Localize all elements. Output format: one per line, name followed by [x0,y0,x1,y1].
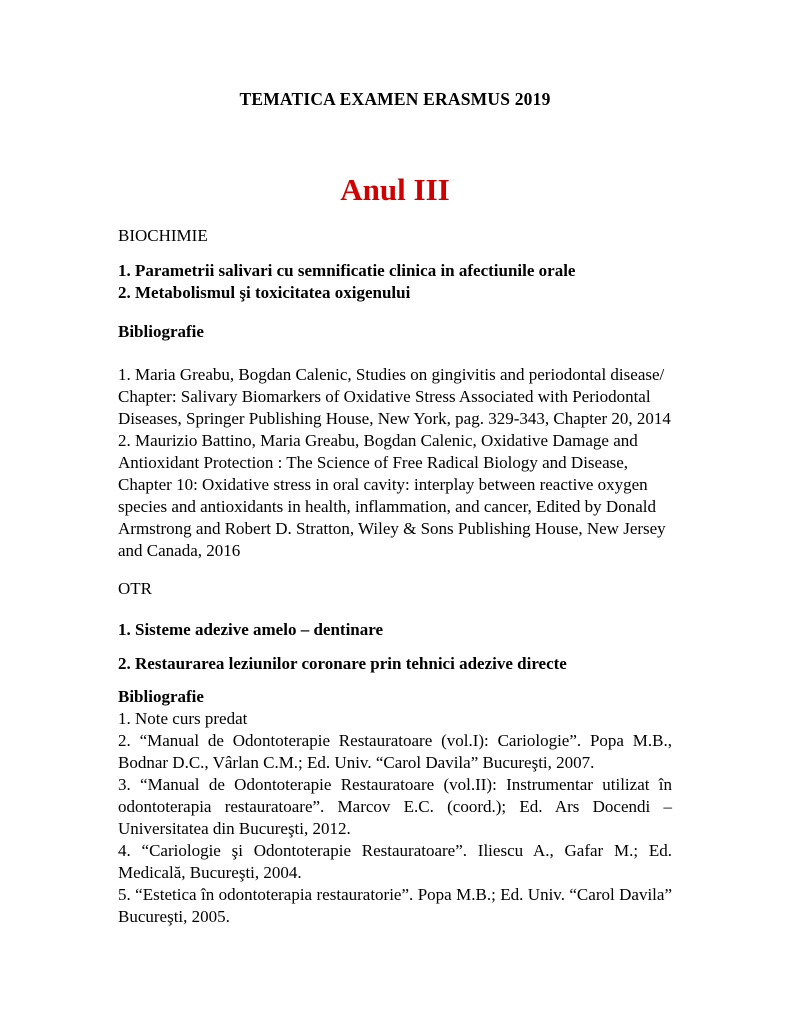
biochimie-bibliography-item: 1. Maria Greabu, Bogdan Calenic, Studies on gingivitis and periodontal disease/ Chapter: Salivary Biomarkers of Oxidative Stress Associated with Periodontal Diseases, Springer Publishing House, New York, pag. 329-343, Chapter 20, 2014 [118,365,671,428]
otr-bibliography-item: 5. “Estetica în odontoterapia restauratorie”. Popa M.B.; Ed. Univ. “Carol Davila” Bucureşti, 2005. [118,885,672,926]
document-title: TEMATICA EXAMEN ERASMUS 2019 [239,89,551,109]
otr-bibliography-item: 2. “Manual de Odontoterapie Restauratoare (vol.I): Cariologie”. Popa M.B., Bodnar D.C., Vârlan C.M.; Ed. Univ. “Carol Davila” Bucureşti, 2007. [118,731,672,772]
otr-bibliography-item: 3. “Manual de Odontoterapie Restauratoare (vol.II): Instrumentar utilizat în odontoterapia restauratoare”. Marcov E.C. (coord.); Ed. Ars Docendi – Universitatea din Bucureşti, 2012. [118,775,672,838]
biochimie-bibliography-item: 2. Maurizio Battino, Maria Greabu, Bogdan Calenic, Oxidative Damage and Antioxidant Protection : The Science of Free Radical Biology and Disease, Chapter 10: Oxidative stress in oral cavity: interplay between reactive oxygen species and antioxidants in health, inflammation, and cancer, Edited by Donald Armstrong and Robert D. Stratton, Wiley & Sons Publishing House, New Jersey and Canada, 2016 [118,431,666,560]
otr-section-title: OTR [118,579,152,598]
otr-bibliography-list [118,708,672,928]
biochimie-bibliography-label: Bibliografie [118,322,204,341]
section-biochimie [118,225,672,562]
otr-bibliography-item: 4. “Cariologie şi Odontoterapie Restauratoare”. Iliescu A., Gafar M.; Ed. Medicală, Bucureşti, 2004. [118,841,672,882]
otr-bibliography-item: 1. Note curs predat [118,709,248,728]
biochimie-topic-1: 1. Parametrii salivari cu semnificatie clinica in afectiunile orale [118,261,576,280]
otr-bibliography-label: Bibliografie [118,687,204,706]
year-heading: Anul III [340,172,450,207]
biochimie-section-title: BIOCHIMIE [118,226,208,245]
biochimie-bibliography-list [118,364,672,562]
otr-topic-2: 2. Restaurarea leziunilor coronare prin tehnici adezive directe [118,654,567,673]
biochimie-topic-2: 2. Metabolismul şi toxicitatea oxigenului [118,283,411,302]
section-otr [118,578,672,928]
otr-topic-1: 1. Sisteme adezive amelo – dentinare [118,620,384,639]
